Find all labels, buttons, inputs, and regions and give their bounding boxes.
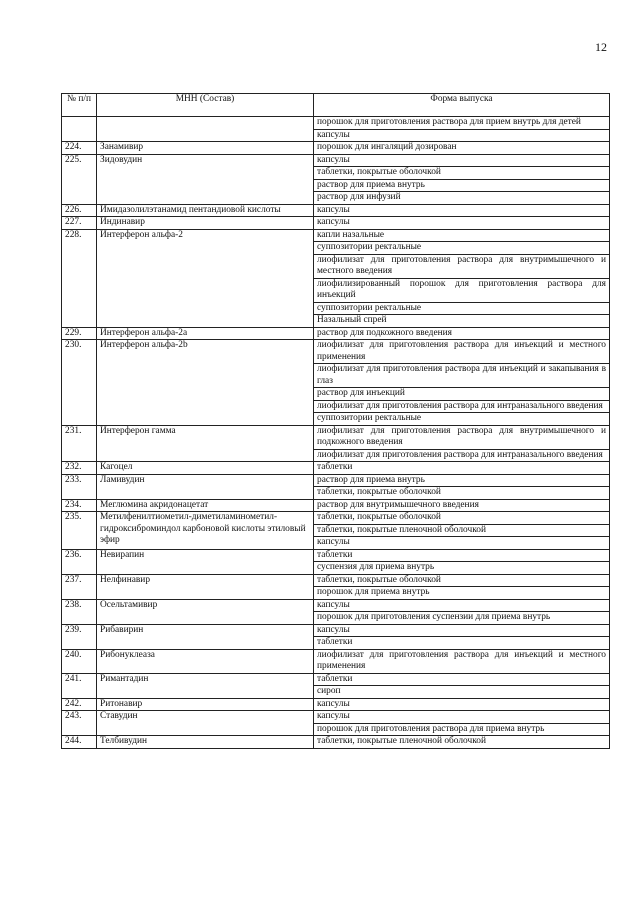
release-form: лиофилизат для приготовления раствора для инъекций и местного применения bbox=[314, 649, 610, 673]
table-row bbox=[62, 425, 610, 449]
release-form: суппозитории ректальные bbox=[314, 242, 610, 255]
release-form: раствор для приема внутрь bbox=[314, 179, 610, 192]
release-form: капсулы bbox=[314, 537, 610, 550]
release-form: раствор для подкожного введения bbox=[314, 327, 610, 340]
drug-name: Ламивудин bbox=[97, 474, 314, 499]
release-form: таблетки, покрытые оболочкой bbox=[314, 512, 610, 525]
drug-name: Интерферон альфа-2 bbox=[97, 229, 314, 327]
drug-name: Интерферон альфа-2b bbox=[97, 340, 314, 426]
table-row bbox=[62, 117, 610, 130]
table-row bbox=[62, 736, 610, 749]
table-row bbox=[62, 624, 610, 637]
release-form: таблетки bbox=[314, 462, 610, 475]
release-form: лиофилизат для приготовления раствора для инъекций и закапывания в глаз bbox=[314, 364, 610, 388]
release-form: сироп bbox=[314, 686, 610, 699]
release-form: лиофилизат для приготовления раствора для интраназального введения bbox=[314, 400, 610, 413]
table-row bbox=[62, 711, 610, 724]
drug-name: Зидовудин bbox=[97, 154, 314, 204]
row-number: 241. bbox=[62, 673, 97, 698]
table-row bbox=[62, 499, 610, 512]
release-form: капсулы bbox=[314, 154, 610, 167]
page-number: 12 bbox=[595, 40, 607, 54]
drug-name: Нелфинавир bbox=[97, 574, 314, 599]
release-form: таблетки, покрытые пленочной оболочкой bbox=[314, 736, 610, 749]
row-number: 229. bbox=[62, 327, 97, 340]
release-form: капсулы bbox=[314, 204, 610, 217]
column-header-number: № п/п bbox=[62, 94, 97, 117]
drug-name: Рибавирин bbox=[97, 624, 314, 649]
release-form: таблетки, покрытые оболочкой bbox=[314, 167, 610, 180]
table-body bbox=[62, 117, 610, 749]
table-row bbox=[62, 142, 610, 155]
row-number: 233. bbox=[62, 474, 97, 499]
row-number: 243. bbox=[62, 711, 97, 736]
row-number: 226. bbox=[62, 204, 97, 217]
release-form: суппозитории ректальные bbox=[314, 302, 610, 315]
table-row bbox=[62, 649, 610, 673]
release-form: капсулы bbox=[314, 698, 610, 711]
row-number bbox=[62, 117, 97, 142]
drug-name: Ритонавир bbox=[97, 698, 314, 711]
release-form: капсулы bbox=[314, 624, 610, 637]
release-form: суппозитории ректальные bbox=[314, 413, 610, 426]
release-form: порошок для приготовления раствора для приема внутрь bbox=[314, 723, 610, 736]
release-form: капли назальные bbox=[314, 229, 610, 242]
release-form: капсулы bbox=[314, 711, 610, 724]
drug-name: Метилфенилтиометил-диметиламинометил-гидроксиброминдол карбоновой кислоты этиловый эфир bbox=[97, 512, 314, 550]
drug-name: Осельтамивир bbox=[97, 599, 314, 624]
row-number: 232. bbox=[62, 462, 97, 475]
release-form: таблетки bbox=[314, 673, 610, 686]
release-form: Назальный спрей bbox=[314, 315, 610, 328]
table-row bbox=[62, 673, 610, 686]
drug-name: Имидазолилэтанамид пентандиовой кислоты bbox=[97, 204, 314, 217]
table-row bbox=[62, 698, 610, 711]
row-number: 230. bbox=[62, 340, 97, 426]
release-form: раствор для инфузий bbox=[314, 192, 610, 205]
release-form: порошок для приема внутрь bbox=[314, 587, 610, 600]
medication-table bbox=[61, 93, 610, 749]
release-form: лиофилизат для приготовления раствора для интраназального введения bbox=[314, 449, 610, 462]
table-row bbox=[62, 574, 610, 587]
drug-name: Интерферон гамма bbox=[97, 425, 314, 462]
release-form: капсулы bbox=[314, 217, 610, 230]
release-form: таблетки bbox=[314, 637, 610, 650]
table-row bbox=[62, 340, 610, 364]
row-number: 244. bbox=[62, 736, 97, 749]
drug-name: Телбивудин bbox=[97, 736, 314, 749]
release-form: капсулы bbox=[314, 599, 610, 612]
row-number: 237. bbox=[62, 574, 97, 599]
table-row bbox=[62, 204, 610, 217]
row-number: 235. bbox=[62, 512, 97, 550]
drug-name: Римантадин bbox=[97, 673, 314, 698]
release-form: раствор для инъекций bbox=[314, 388, 610, 401]
drug-name: Индинавир bbox=[97, 217, 314, 230]
drug-name bbox=[97, 117, 314, 142]
table-row bbox=[62, 327, 610, 340]
release-form: таблетки, покрытые оболочкой bbox=[314, 574, 610, 587]
release-form: суспензия для приема внутрь bbox=[314, 562, 610, 575]
table-row bbox=[62, 474, 610, 487]
row-number: 239. bbox=[62, 624, 97, 649]
drug-name: Интерферон альфа-2а bbox=[97, 327, 314, 340]
release-form: таблетки, покрытые пленочной оболочкой bbox=[314, 524, 610, 537]
drug-name: Меглюмина акридонацетат bbox=[97, 499, 314, 512]
row-number: 225. bbox=[62, 154, 97, 204]
table-row bbox=[62, 229, 610, 242]
release-form: таблетки bbox=[314, 549, 610, 562]
release-form: лиофилизат для приготовления раствора для внутримышечного и подкожного введения bbox=[314, 425, 610, 449]
release-form: лиофилизат для приготовления раствора для инъекций и местного применения bbox=[314, 340, 610, 364]
drug-name: Кагоцел bbox=[97, 462, 314, 475]
release-form: раствор для внутримышечного введения bbox=[314, 499, 610, 512]
row-number: 238. bbox=[62, 599, 97, 624]
table-row bbox=[62, 154, 610, 167]
drug-name: Занамивир bbox=[97, 142, 314, 155]
table-row bbox=[62, 599, 610, 612]
row-number: 242. bbox=[62, 698, 97, 711]
table-row bbox=[62, 512, 610, 525]
row-number: 236. bbox=[62, 549, 97, 574]
drug-name: Ставудин bbox=[97, 711, 314, 736]
release-form: лиофилизат для приготовления раствора для внутримышечного и местного введения bbox=[314, 254, 610, 278]
release-form: порошок для приготовления суспензии для приема внутрь bbox=[314, 612, 610, 625]
release-form: раствор для приема внутрь bbox=[314, 474, 610, 487]
row-number: 240. bbox=[62, 649, 97, 673]
release-form: порошок для ингаляций дозирован bbox=[314, 142, 610, 155]
column-header-name: МНН (Состав) bbox=[97, 94, 314, 117]
table-header-row bbox=[62, 94, 610, 117]
release-form: капсулы bbox=[314, 129, 610, 142]
drug-name: Невирапин bbox=[97, 549, 314, 574]
release-form: порошок для приготовления раствора для прием внутрь для детей bbox=[314, 117, 610, 130]
row-number: 224. bbox=[62, 142, 97, 155]
table-row bbox=[62, 549, 610, 562]
table-row bbox=[62, 217, 610, 230]
row-number: 228. bbox=[62, 229, 97, 327]
row-number: 227. bbox=[62, 217, 97, 230]
release-form: таблетки, покрытые оболочкой bbox=[314, 487, 610, 500]
row-number: 231. bbox=[62, 425, 97, 462]
release-form: лиофилизированный порошок для приготовления раствора для инъекций bbox=[314, 278, 610, 302]
drug-name: Рибонуклеаза bbox=[97, 649, 314, 673]
column-header-form: Форма выпуска bbox=[314, 94, 610, 117]
row-number: 234. bbox=[62, 499, 97, 512]
table-row bbox=[62, 462, 610, 475]
